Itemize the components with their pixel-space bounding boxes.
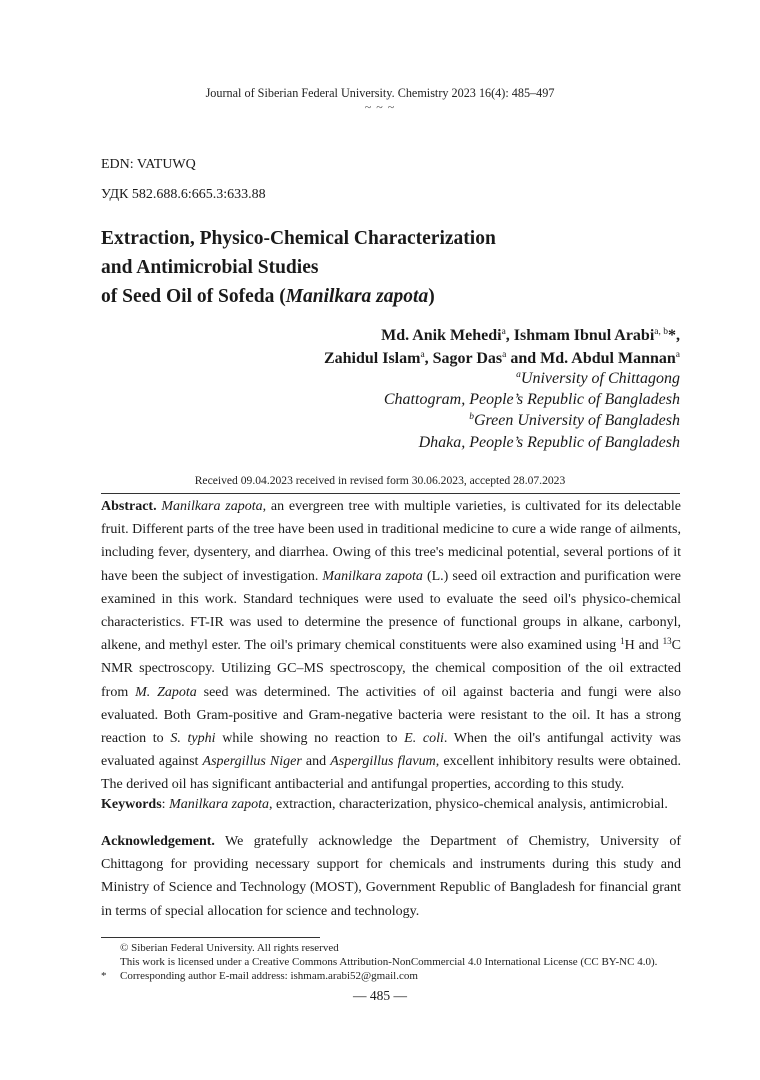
edn-code: EDN: VATUWQ xyxy=(101,157,196,172)
author-name: , Ishmam Ibnul Arabi xyxy=(505,327,655,344)
corresponding-email: Corresponding author E-mail address: ishmam.arabi52@gmail.com xyxy=(120,970,418,982)
journal-header: Journal of Siberian Federal University. Chemistry 2023 16(4): 485–497 xyxy=(205,86,555,100)
footnote-divider xyxy=(101,937,320,938)
acknowledgement-label: Acknowledgement. xyxy=(101,834,215,849)
affiliation-a: $^a$University of Chittagong xyxy=(516,370,680,387)
title-line-2: and Antimicrobial Studies xyxy=(101,257,319,278)
paper-title xyxy=(101,224,496,311)
copyright-notice: © Siberian Federal University. All rights reserved xyxy=(120,942,339,954)
title-line-1: Extraction, Physico-Chemical Characterization xyxy=(101,228,496,249)
udk-code: УДК 582.688.6:665.3:633.88 xyxy=(101,187,266,202)
affiliation-a-place: Chattogram, People’s Republic of Bangladesh xyxy=(383,391,680,409)
abstract: Abstract. Manilkara zapota, an evergreen tree with multiple varieties, is cultivated for its delectable fruit. Different parts of the tree have been used in traditional medicine to cure a wide range of ailments, including fever, dysentery, and diarrhea. Owing of this tree's medicinal potential, several portions of it have been the subject of investigation. Manilkara zapota (L.) seed oil extraction and purification were examined in this work. Standard techniques were used to evaluate the seed oil's physico-chemical characteristics. FT-IR was used to determine the presence of functional groups in alkane, carbonyl, alkene, and methyl ester. The oil's primary chemical constituents were also examined using $^1$H and $^{13}$C NMR spectroscopy. Utilizing GC–MS spectroscopy, the chemical composition of the oil extracted from M. Zapota seed was determined. The activities of oil against bacteria and fungi were also evaluated. Both Gram-positive and Gram-negative bacteria were resistant to the oil. It has a strong reaction to S. typhi while showing no reaction to E. coli. When the oil's antifungal activity was evaluated against Aspergillus Niger and Aspergillus flavum, excellent inhibitory results were obtained. The derived oil has significant antibacterial and antifungal properties, according to this study. xyxy=(101,499,682,793)
title-line-3: of Seed Oil of Sofeda (Manilkara zapota) xyxy=(101,286,435,307)
affiliation-b-place: Dhaka, People’s Republic of Bangladesh xyxy=(418,433,680,451)
received-dates: Received 09.04.2023 received in revised form 30.06.2023, accepted 28.07.2023 xyxy=(194,474,566,487)
page-number: — 485 — xyxy=(353,988,407,1003)
author-name: and Md. Abdul Mannan xyxy=(506,350,676,367)
abstract-label: Abstract. xyxy=(101,499,157,514)
acknowledgement: Acknowledgement. We gratefully acknowledge the Department of Chemistry, University of Chittagong for providing necessary support for chemicals and instruments during this study and Ministry of Science and Technology (MOST), Government Republic of Bangladesh for financial grant in terms of special allocation for science and technology. xyxy=(101,834,681,919)
author-line-2: Zahidul Islam$^a$, Sagor Das$^a$ and Md. Abdul Mannan$^a$ xyxy=(323,350,680,367)
author-name: Zahidul Islam xyxy=(323,350,421,367)
keywords: Keywords: Manilkara zapota, extraction, characterization, physico-chemical analysis, antimicrobial. xyxy=(101,797,668,812)
header-ornament: ~ ~ ~ xyxy=(364,100,396,114)
affiliations xyxy=(384,368,680,453)
divider xyxy=(101,493,680,494)
keywords-label: Keywords xyxy=(101,797,162,812)
author-line-1: Md. Anik Mehedi$^a$, Ishmam Ibnul Arabi$^{a, b}$*, xyxy=(381,327,680,344)
author-name: , Sagor Das xyxy=(424,350,503,367)
license-notice: This work is licensed under a Creative Commons Attribution-NonCommercial 4.0 International License (CC BY-NC 4.0). xyxy=(120,956,658,968)
footnote-star: * xyxy=(101,970,107,982)
affiliation-b: $^b$Green University of Bangladesh xyxy=(469,412,680,430)
corresponding-mark: *, xyxy=(668,327,680,344)
author-name: Md. Anik Mehedi xyxy=(381,327,502,344)
author-list xyxy=(324,324,680,370)
